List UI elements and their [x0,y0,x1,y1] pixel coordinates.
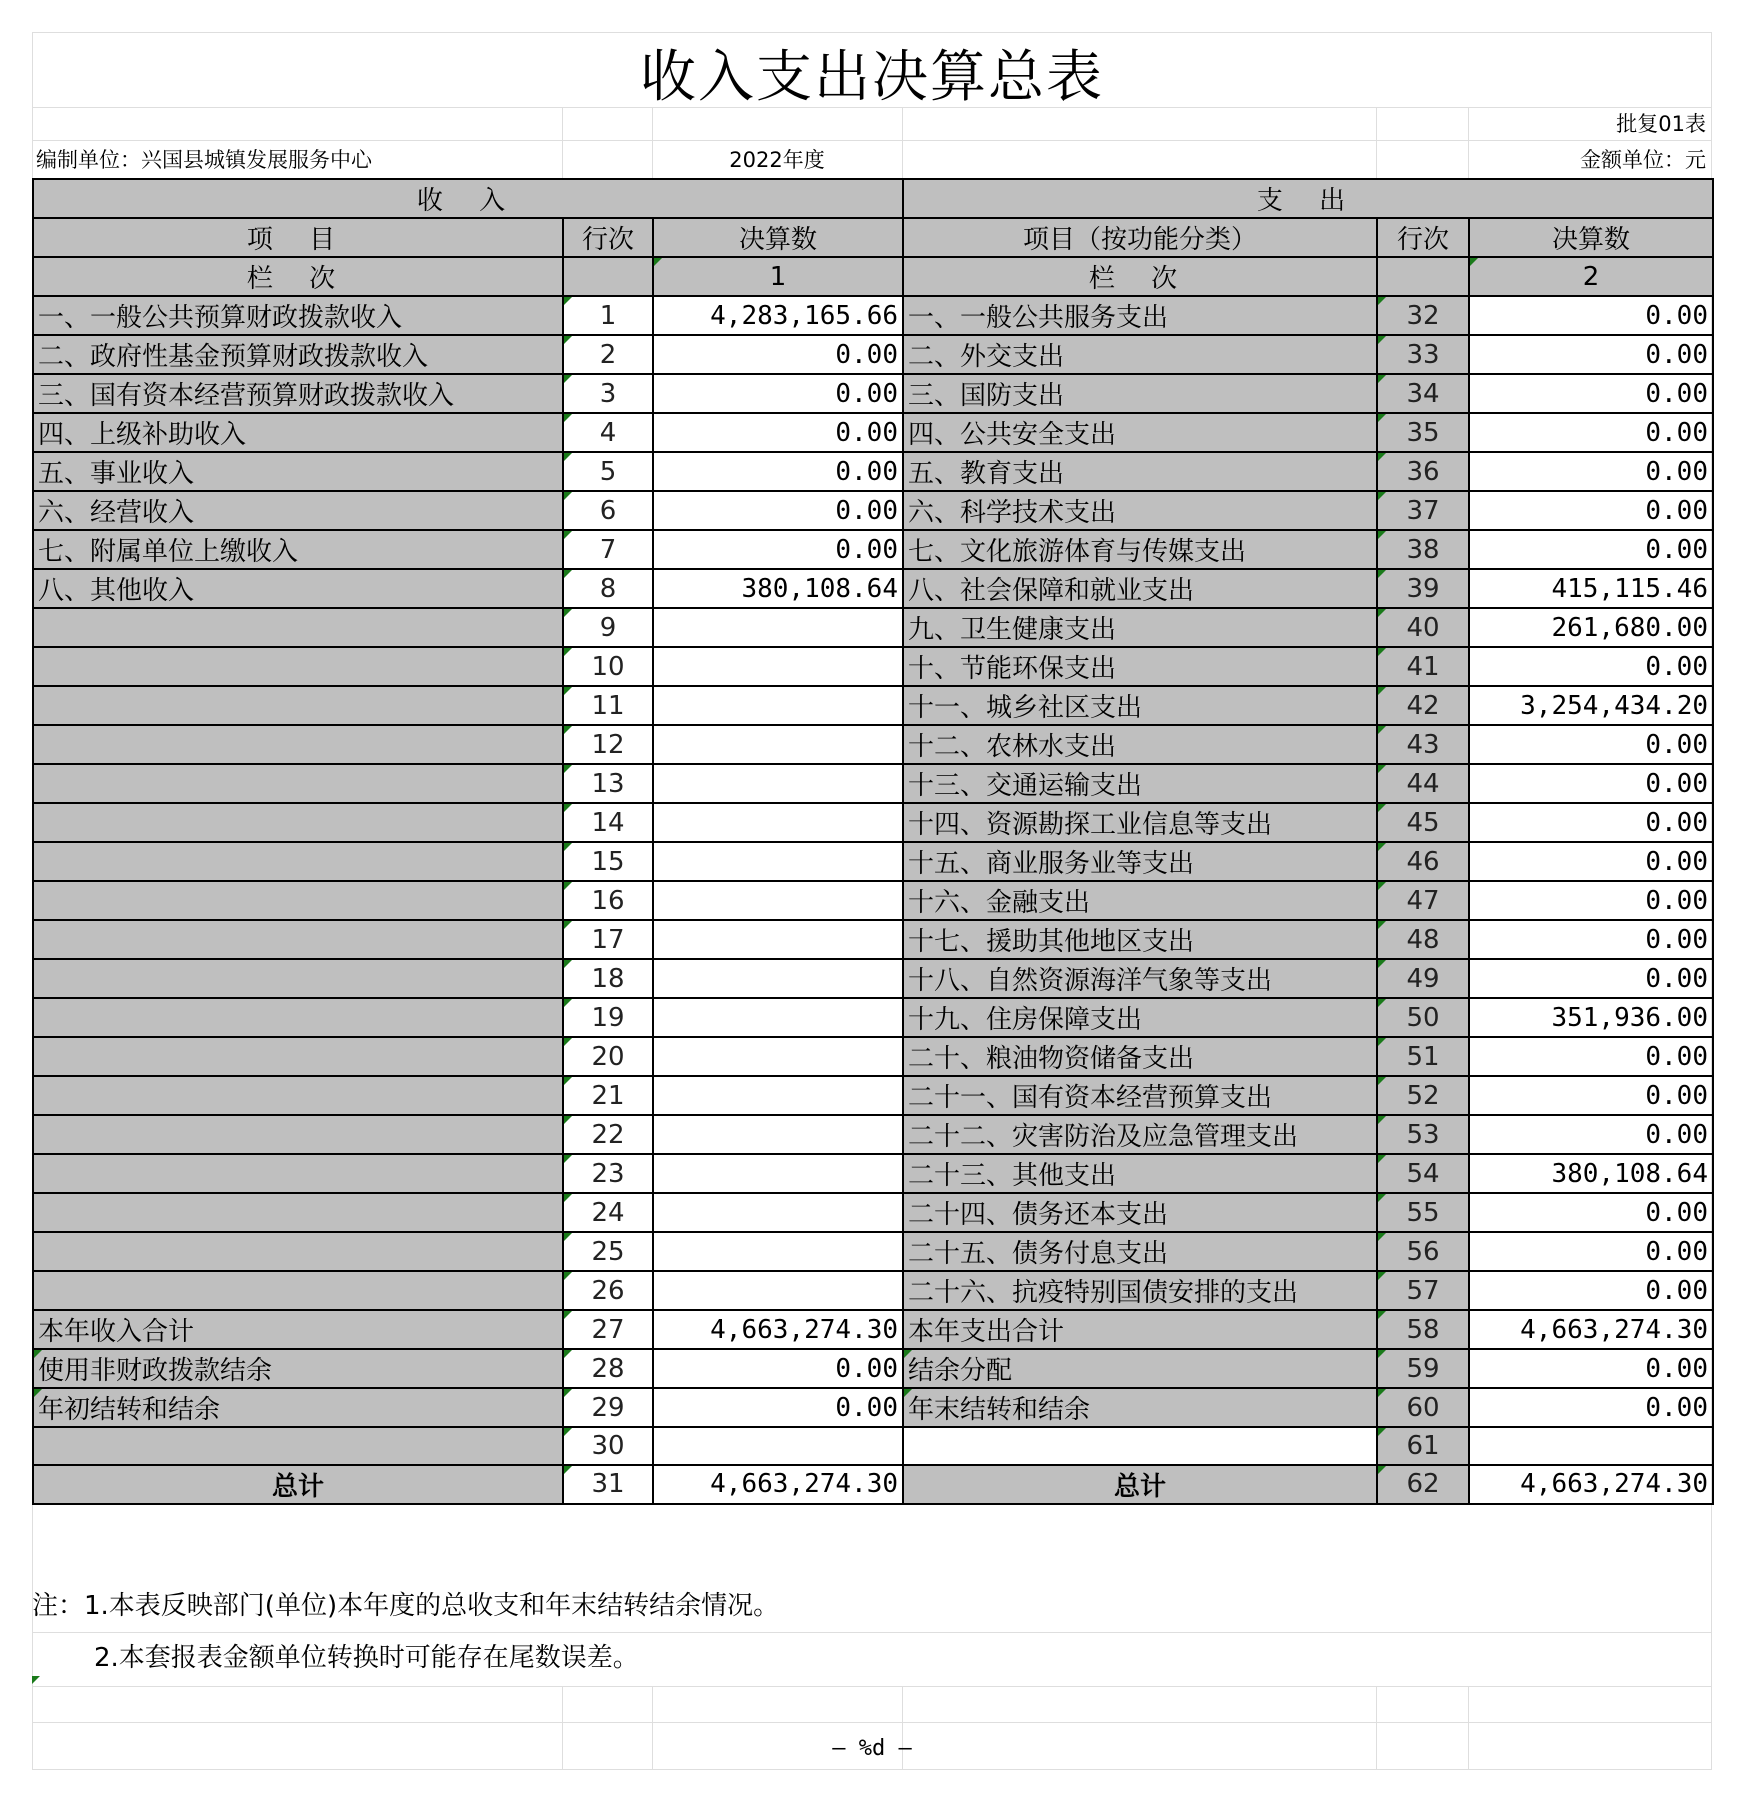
note-2: 2.本套报表金额单位转换时可能存在尾数误差。 [94,1643,639,1673]
income-item-cell [33,647,563,686]
expense-row-number: 34 [1377,374,1469,413]
table-row [33,803,1713,842]
income-amount-cell: 380,108.64 [653,569,903,608]
income-amount-header: 决算数 [653,218,903,257]
expense-amount-cell: 0.00 [1469,1232,1713,1271]
expense-item-cell [903,1427,1377,1465]
income-item-cell [33,842,563,881]
expense-amount-cell: 0.00 [1469,920,1713,959]
table-row [33,335,1713,374]
expense-amount-cell: 3,254,434.20 [1469,686,1713,725]
gridline [32,1686,1712,1687]
table-row [33,491,1713,530]
table-row [33,530,1713,569]
expense-item-cell: 五、教育支出 [903,452,1377,491]
expense-item-cell: 十五、商业服务业等支出 [903,842,1377,881]
income-row-number: 23 [563,1154,653,1193]
income-row-number: 26 [563,1271,653,1310]
income-row-number: 21 [563,1076,653,1115]
table-row [33,1193,1713,1232]
expense-item-cell: 六、科学技术支出 [903,491,1377,530]
expense-row-number: 57 [1377,1271,1469,1310]
expense-amount-cell: 4,663,274.30 [1469,1310,1713,1349]
income-row-number: 28 [563,1349,653,1388]
income-amount-cell [653,920,903,959]
expense-row-number: 38 [1377,530,1469,569]
expense-amount-cell: 0.00 [1469,881,1713,920]
expense-row-number: 43 [1377,725,1469,764]
gridline [32,32,1712,33]
table-row [33,1076,1713,1115]
expense-row-number: 60 [1377,1388,1469,1427]
expense-amount-cell: 261,680.00 [1469,608,1713,647]
income-col-label: 栏 次 [33,257,563,296]
expense-amount-cell: 0.00 [1469,764,1713,803]
expense-amount-cell: 0.00 [1469,1388,1713,1427]
table-row [33,647,1713,686]
expense-item-cell: 十八、自然资源海洋气象等支出 [903,959,1377,998]
income-row-number: 13 [563,764,653,803]
income-amount-cell [653,959,903,998]
expense-amount-cell: 0.00 [1469,1271,1713,1310]
table-row [33,1310,1713,1349]
income-row-number: 12 [563,725,653,764]
income-item-cell: 使用非财政拨款结余 [33,1349,563,1388]
income-amount-cell [653,842,903,881]
expense-item-cell: 年末结转和结余 [903,1388,1377,1427]
table-row [33,1271,1713,1310]
income-amount-cell: 0.00 [653,413,903,452]
gridline [32,1769,1712,1770]
income-item-cell [33,1427,563,1465]
table-row [33,881,1713,920]
expense-amount-cell: 0.00 [1469,413,1713,452]
income-col-empty [563,257,653,296]
income-row-number: 31 [563,1465,653,1504]
expense-item-cell: 三、国防支出 [903,374,1377,413]
expense-item-cell: 十四、资源勘探工业信息等支出 [903,803,1377,842]
expense-row-number: 58 [1377,1310,1469,1349]
expense-rowno-header: 行次 [1377,218,1469,257]
table-row [33,959,1713,998]
expense-item-cell: 十七、援助其他地区支出 [903,920,1377,959]
income-amount-cell: 0.00 [653,452,903,491]
table-row [33,842,1713,881]
table-row [33,296,1713,335]
income-amount-cell [653,1037,903,1076]
expense-item-cell: 十一、城乡社区支出 [903,686,1377,725]
expense-row-number: 46 [1377,842,1469,881]
income-item-cell [33,1037,563,1076]
table-row [33,608,1713,647]
income-row-number: 2 [563,335,653,374]
expense-amount-cell: 0.00 [1469,335,1713,374]
income-row-number: 29 [563,1388,653,1427]
table-row [33,1388,1713,1427]
income-amount-cell [653,1271,903,1310]
income-amount-cell [653,881,903,920]
income-item-cell [33,1115,563,1154]
income-amount-cell: 0.00 [653,1388,903,1427]
income-row-number: 15 [563,842,653,881]
income-header: 收 入 [33,179,903,218]
expense-row-number: 39 [1377,569,1469,608]
income-item-cell [33,764,563,803]
expense-amount-cell: 0.00 [1469,1076,1713,1115]
expense-item-cell: 一、一般公共服务支出 [903,296,1377,335]
expense-amount-cell: 0.00 [1469,374,1713,413]
income-item-cell [33,608,563,647]
income-col-index: 1 [653,257,903,296]
expense-item-cell: 二十、粮油物资储备支出 [903,1037,1377,1076]
expense-col-index: 2 [1469,257,1713,296]
table-body [33,179,1713,1504]
income-item-cell [33,1076,563,1115]
expense-amount-cell: 415,115.46 [1469,569,1713,608]
income-amount-cell: 0.00 [653,491,903,530]
table-row [33,1154,1713,1193]
expense-row-number: 44 [1377,764,1469,803]
expense-row-number: 54 [1377,1154,1469,1193]
income-amount-cell: 0.00 [653,530,903,569]
expense-row-number: 55 [1377,1193,1469,1232]
table-row [33,1427,1713,1465]
expense-item-cell: 总计 [903,1465,1377,1504]
section-header-row [33,179,1713,218]
income-item-cell: 五、事业收入 [33,452,563,491]
gridline [32,1722,1712,1723]
expense-amount-cell: 0.00 [1469,803,1713,842]
income-row-number: 7 [563,530,653,569]
expense-amount-cell: 0.00 [1469,296,1713,335]
income-row-number: 14 [563,803,653,842]
income-item-cell [33,959,563,998]
fiscal-year: 2022年度 [729,148,825,172]
expense-row-number: 47 [1377,881,1469,920]
report-title: 收入支出决算总表 [640,45,1104,110]
expense-row-number: 37 [1377,491,1469,530]
expense-row-number: 50 [1377,998,1469,1037]
income-amount-cell [653,686,903,725]
income-amount-cell [653,1232,903,1271]
income-amount-cell: 0.00 [653,335,903,374]
gridline [32,140,1712,141]
income-amount-cell [653,1115,903,1154]
expense-item-cell: 八、社会保障和就业支出 [903,569,1377,608]
income-row-number: 4 [563,413,653,452]
expense-row-number: 35 [1377,413,1469,452]
expense-amount-cell: 380,108.64 [1469,1154,1713,1193]
income-amount-cell [653,1154,903,1193]
income-item-cell [33,881,563,920]
expense-amount-cell: 351,936.00 [1469,998,1713,1037]
income-item-cell: 六、经营收入 [33,491,563,530]
expense-item-cell: 十、节能环保支出 [903,647,1377,686]
income-item-cell: 本年收入合计 [33,1310,563,1349]
expense-amount-cell: 4,663,274.30 [1469,1465,1713,1504]
expense-amount-header: 决算数 [1469,218,1713,257]
income-item-cell: 四、上级补助收入 [33,413,563,452]
income-item-cell [33,725,563,764]
statement-table [32,178,1714,1505]
expense-col-label: 栏 次 [903,257,1377,296]
income-item-cell: 八、其他收入 [33,569,563,608]
income-row-number: 30 [563,1427,653,1465]
notes [32,1580,1712,1684]
income-item-cell [33,1193,563,1232]
income-item-cell [33,920,563,959]
form-number: 批复01表 [1616,112,1706,136]
expense-item-cell: 本年支出合计 [903,1310,1377,1349]
expense-item-cell: 七、文化旅游体育与传媒支出 [903,530,1377,569]
expense-item-cell: 二十五、债务付息支出 [903,1232,1377,1271]
income-amount-cell [653,764,903,803]
income-row-number: 24 [563,1193,653,1232]
income-item-cell: 七、附属单位上缴收入 [33,530,563,569]
expense-row-number: 56 [1377,1232,1469,1271]
expense-item-cell: 十六、金融支出 [903,881,1377,920]
income-item-cell [33,1154,563,1193]
expense-row-number: 40 [1377,608,1469,647]
income-row-number: 11 [563,686,653,725]
table-row [33,1037,1713,1076]
expense-row-number: 33 [1377,335,1469,374]
table-row [33,1115,1713,1154]
income-row-number: 22 [563,1115,653,1154]
income-row-number: 9 [563,608,653,647]
income-item-cell [33,998,563,1037]
income-item-cell: 总计 [33,1465,563,1504]
cell-marker [32,1676,40,1684]
income-amount-cell: 4,283,165.66 [653,296,903,335]
expense-item-cell: 二十二、灾害防治及应急管理支出 [903,1115,1377,1154]
income-row-number: 27 [563,1310,653,1349]
expense-item-cell: 二十一、国有资本经营预算支出 [903,1076,1377,1115]
expense-item-header: 项目（按功能分类） [903,218,1377,257]
expense-item-cell: 十九、住房保障支出 [903,998,1377,1037]
expense-header: 支 出 [903,179,1713,218]
income-rowno-header: 行次 [563,218,653,257]
expense-row-number: 61 [1377,1427,1469,1465]
table-row [33,1465,1713,1504]
expense-row-number: 53 [1377,1115,1469,1154]
expense-amount-cell: 0.00 [1469,491,1713,530]
expense-amount-cell: 0.00 [1469,1349,1713,1388]
income-amount-cell [653,998,903,1037]
expense-col-empty [1377,257,1469,296]
income-row-number: 20 [563,1037,653,1076]
income-amount-cell [653,1076,903,1115]
expense-amount-cell: 0.00 [1469,530,1713,569]
income-item-cell [33,1232,563,1271]
expense-item-cell: 十三、交通运输支出 [903,764,1377,803]
income-item-cell [33,803,563,842]
table-row [33,998,1713,1037]
expense-amount-cell: 0.00 [1469,842,1713,881]
table-row [33,1232,1713,1271]
income-row-number: 19 [563,998,653,1037]
page-number: — %d — [832,1736,912,1761]
expense-row-number: 52 [1377,1076,1469,1115]
expense-row-number: 49 [1377,959,1469,998]
table-row [33,452,1713,491]
income-item-cell: 二、政府性基金预算财政拨款收入 [33,335,563,374]
expense-item-cell: 二十四、债务还本支出 [903,1193,1377,1232]
expense-row-number: 36 [1377,452,1469,491]
income-amount-cell [653,1193,903,1232]
table-row [33,686,1713,725]
income-item-cell: 一、一般公共预算财政拨款收入 [33,296,563,335]
expense-item-cell: 结余分配 [903,1349,1377,1388]
income-row-number: 25 [563,1232,653,1271]
expense-item-cell: 四、公共安全支出 [903,413,1377,452]
income-amount-cell [653,608,903,647]
table-row [33,569,1713,608]
column-header-row [33,218,1713,257]
column-index-row [33,257,1713,296]
income-row-number: 10 [563,647,653,686]
income-item-cell: 年初结转和结余 [33,1388,563,1427]
expense-row-number: 51 [1377,1037,1469,1076]
currency-unit: 金额单位：元 [1580,148,1706,172]
expense-amount-cell [1469,1427,1713,1465]
income-item-cell [33,1271,563,1310]
expense-amount-cell: 0.00 [1469,647,1713,686]
income-row-number: 5 [563,452,653,491]
expense-item-cell: 二十三、其他支出 [903,1154,1377,1193]
expense-row-number: 42 [1377,686,1469,725]
income-row-number: 17 [563,920,653,959]
expense-row-number: 41 [1377,647,1469,686]
table-row [33,413,1713,452]
expense-row-number: 32 [1377,296,1469,335]
note-1: 注：1.本表反映部门(单位)本年度的总收支和年末结转结余情况。 [32,1591,780,1621]
income-amount-cell [653,725,903,764]
table-row [33,1349,1713,1388]
expense-item-cell: 二、外交支出 [903,335,1377,374]
income-row-number: 16 [563,881,653,920]
report-sheet [32,32,1712,1770]
income-item-cell [33,686,563,725]
income-amount-cell: 4,663,274.30 [653,1310,903,1349]
income-row-number: 6 [563,491,653,530]
income-item-header: 项 目 [33,218,563,257]
income-item-cell: 三、国有资本经营预算财政拨款收入 [33,374,563,413]
income-amount-cell: 0.00 [653,1349,903,1388]
income-amount-cell: 4,663,274.30 [653,1465,903,1504]
expense-amount-cell: 0.00 [1469,452,1713,491]
income-row-number: 8 [563,569,653,608]
table-row [33,374,1713,413]
income-amount-cell [653,647,903,686]
table-row [33,725,1713,764]
expense-row-number: 45 [1377,803,1469,842]
expense-amount-cell: 0.00 [1469,959,1713,998]
expense-item-cell: 二十六、抗疫特别国债安排的支出 [903,1271,1377,1310]
expense-amount-cell: 0.00 [1469,1037,1713,1076]
income-amount-cell [653,1427,903,1465]
table-row [33,920,1713,959]
expense-item-cell: 九、卫生健康支出 [903,608,1377,647]
income-row-number: 18 [563,959,653,998]
income-row-number: 3 [563,374,653,413]
income-amount-cell [653,803,903,842]
expense-item-cell: 十二、农林水支出 [903,725,1377,764]
expense-row-number: 62 [1377,1465,1469,1504]
income-amount-cell: 0.00 [653,374,903,413]
expense-amount-cell: 0.00 [1469,1115,1713,1154]
expense-amount-cell: 0.00 [1469,725,1713,764]
unit-label: 编制单位：兴国县城镇发展服务中心 [36,148,372,172]
expense-amount-cell: 0.00 [1469,1193,1713,1232]
income-row-number: 1 [563,296,653,335]
expense-row-number: 59 [1377,1349,1469,1388]
expense-row-number: 48 [1377,920,1469,959]
table-row [33,764,1713,803]
